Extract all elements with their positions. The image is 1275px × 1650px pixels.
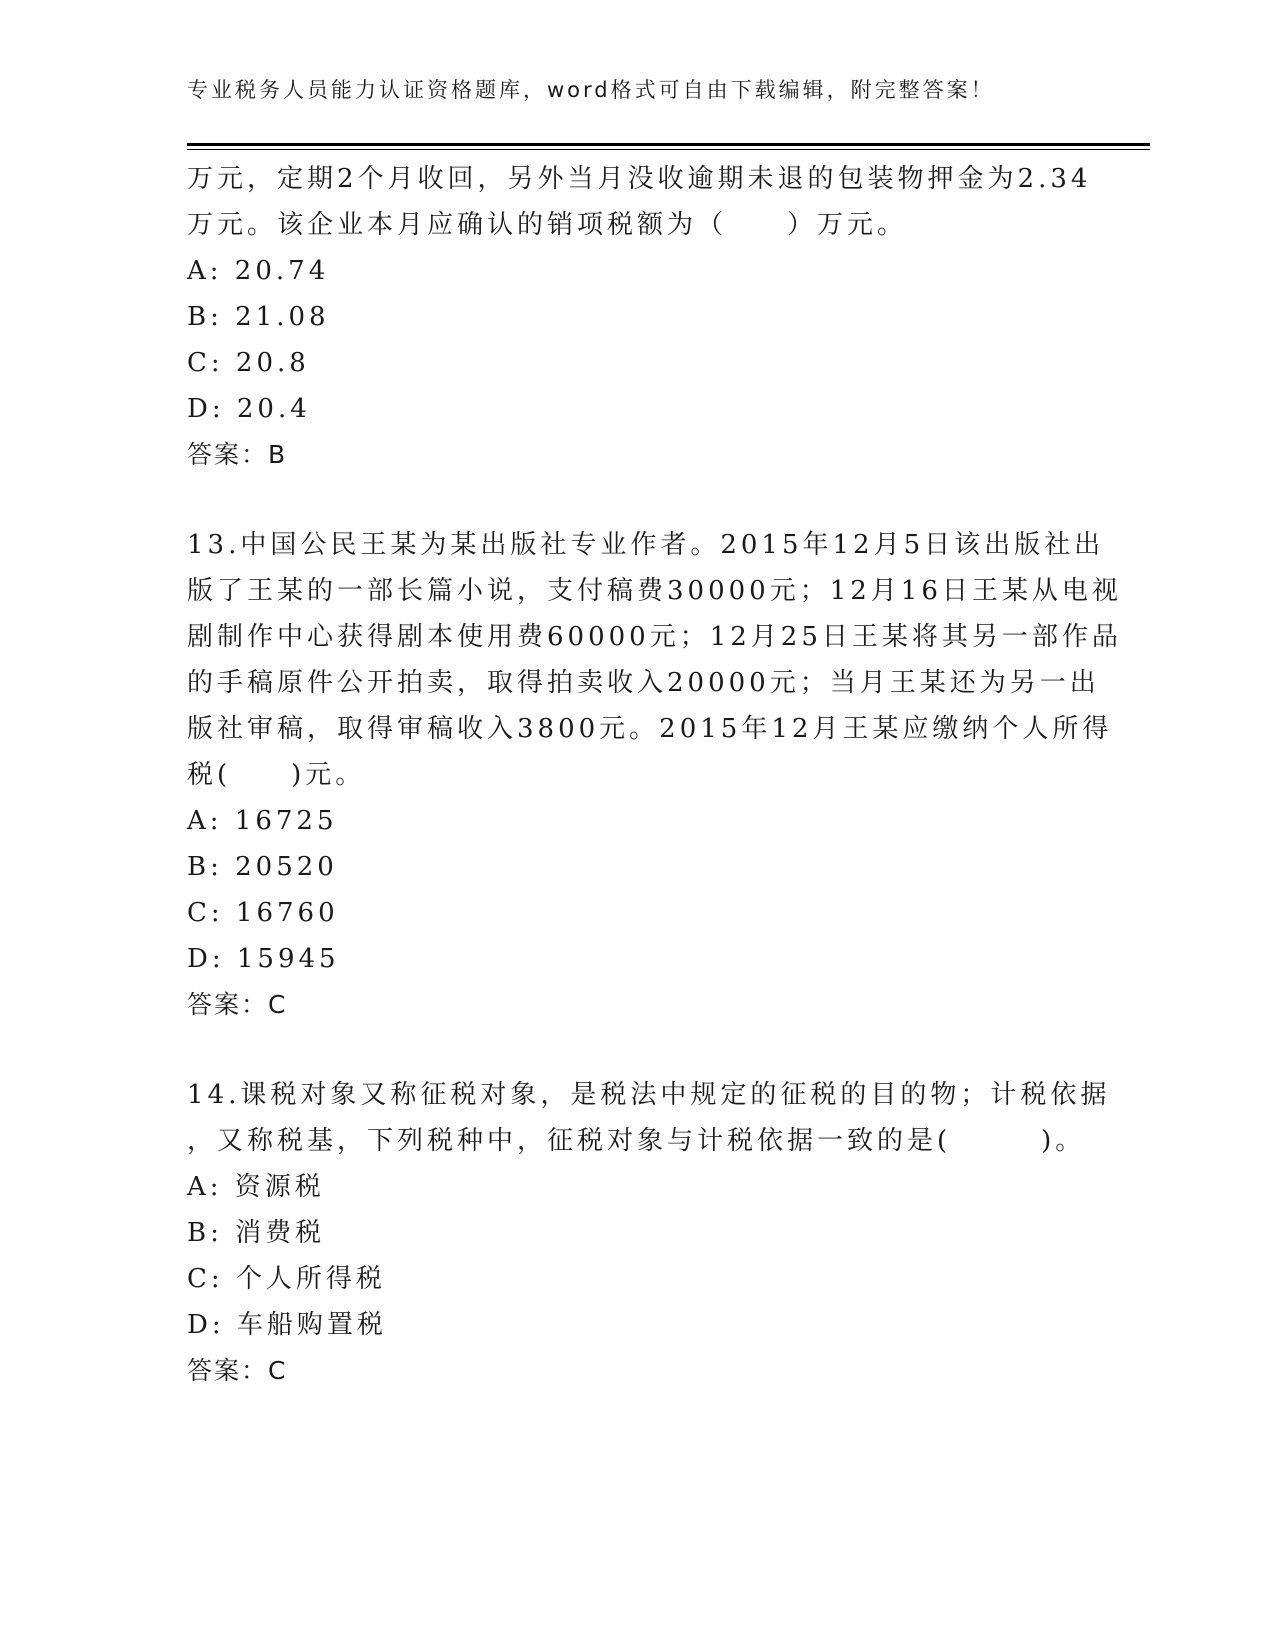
- page-header: 专业税务人员能力认证资格题库，word格式可自由下载编辑，附完整答案！: [187, 78, 995, 102]
- option-a: A: 20.74: [187, 256, 330, 286]
- answer-label: 答案：C: [187, 1356, 288, 1385]
- option-b: B: 21.08: [187, 302, 330, 332]
- question-content: [187, 156, 1122, 1394]
- header-double-rule: [187, 143, 1150, 150]
- option-d: D: 15945: [187, 944, 340, 974]
- option-c: C: 个人所得税: [187, 1264, 386, 1294]
- question-text-line: 剧制作中心获得剧本使用费60000元；12月25日王某将其另一部作品: [187, 622, 1122, 652]
- option-a: A: 16725: [187, 806, 338, 836]
- question-text-line: 的手稿原件公开拍卖，取得拍卖收入20000元；当月王某还为另一出: [187, 668, 1100, 698]
- option-d: D: 20.4: [187, 394, 311, 424]
- option-c: C: 16760: [187, 898, 339, 928]
- option-b: B: 20520: [187, 852, 338, 882]
- answer-label: 答案：C: [187, 990, 288, 1019]
- option-b: B: 消费税: [187, 1218, 326, 1248]
- question-12: [187, 156, 1092, 478]
- option-a: A: 资源税: [187, 1172, 325, 1202]
- question-text-line: 万元。该企业本月应确认的销项税额为（ ）万元。: [187, 210, 908, 240]
- option-d: D: 车船购置税: [187, 1310, 387, 1340]
- spacer: [187, 1028, 1087, 1072]
- question-text-line: 14.课税对象又称征税对象，是税法中规定的征税的目的物；计税依据: [187, 1080, 1111, 1110]
- spacer: [187, 478, 1087, 522]
- question-text-line: 万元，定期2个月收回，另外当月没收逾期未退的包装物押金为2.34: [187, 164, 1092, 194]
- question-text-line: 13.中国公民王某为某出版社专业作者。2015年12月5日该出版社出: [187, 530, 1105, 560]
- question-14: [187, 1072, 1111, 1394]
- question-text-line: ，又称税基，下列税种中，征税对象与计税依据一致的是( )。: [187, 1126, 1086, 1156]
- question-13: [187, 522, 1122, 1028]
- question-text-line: 版社审稿，取得审稿收入3800元。2015年12月王某应缴纳个人所得: [187, 714, 1113, 744]
- answer-label: 答案：B: [187, 440, 288, 469]
- question-text-line: 税( )元。: [187, 760, 366, 790]
- option-c: C: 20.8: [187, 348, 310, 378]
- question-text-line: 版了王某的一部长篇小说，支付稿费30000元；12月16日王某从电视: [187, 576, 1122, 606]
